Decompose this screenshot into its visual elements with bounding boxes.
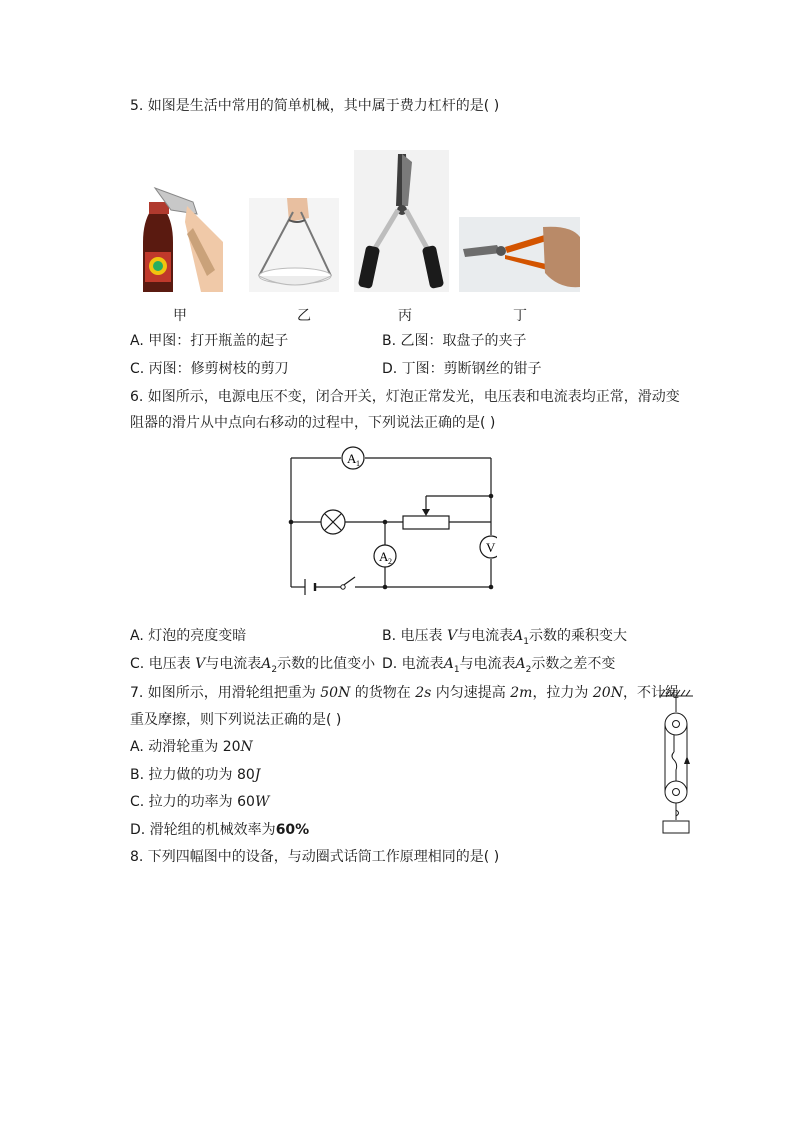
ammeter-a2-sub: 2	[388, 557, 392, 566]
q6-option-b: B. 电压表 V与电流表$A_1$示数的乘积变大	[382, 628, 627, 647]
voltmeter-label: V	[486, 540, 496, 555]
q5-option-c: C. 丙图：修剪树枝的剪刀	[130, 361, 289, 377]
q7-option-b: B. 拉力做的功为 80J	[130, 767, 261, 783]
plate-gripper-photo	[249, 198, 339, 292]
q7-option-c: C. 拉力的功率为 60W	[130, 794, 270, 810]
q7-stem-line2: 重及摩擦，则下列说法正确的是( )	[130, 712, 342, 728]
pliers-photo	[459, 217, 580, 292]
q6-option-a: A. 灯泡的亮度变暗	[130, 628, 247, 644]
q6-option-c: C. 电压表 V与电流表$A_2$示数的比值变小	[130, 656, 376, 675]
pulley-system-diagram	[655, 684, 695, 836]
q7-option-d: D. 滑轮组的机械效率为60%	[130, 822, 310, 838]
caption-bing: 丙	[398, 308, 412, 324]
ammeter-a2-label: A	[379, 549, 389, 564]
q6-stem-line2: 阻器的滑片从中点向右移动的过程中，下列说法正确的是( )	[130, 415, 496, 431]
q5-option-d: D. 丁图：剪断钢丝的钳子	[382, 361, 542, 377]
q7-option-a: A. 动滑轮重为 20N	[130, 739, 253, 755]
caption-yi: 乙	[297, 308, 311, 324]
q6-stem-line1: 6. 如图所示，电源电压不变，闭合开关，灯泡正常发光，电压表和电流表均正常，滑动变	[130, 389, 680, 405]
bottle-opener-photo	[135, 182, 225, 292]
caption-ding: 丁	[513, 308, 527, 324]
ammeter-a1-label: A	[347, 451, 357, 466]
circuit-diagram	[285, 443, 497, 603]
q7-stem-line1: 7. 如图所示，用滑轮组把重为 50N 的货物在 2s 内匀速提高 2m，拉力为 20N，不计绳	[130, 685, 679, 701]
q8-stem: 8. 下列四幅图中的设备，与动圈式话筒工作原理相同的是( )	[130, 849, 500, 865]
q6-option-d: D. 电流表$A_1$与电流表$A_2$示数之差不变	[382, 656, 616, 675]
q5-option-a: A. 甲图：打开瓶盖的起子	[130, 333, 289, 349]
q5-option-b: B. 乙图：取盘子的夹子	[382, 333, 527, 349]
q5-stem: 5. 如图是生活中常用的简单机械，其中属于费力杠杆的是( )	[130, 98, 500, 114]
caption-jia: 甲	[173, 308, 187, 324]
pruning-shears-photo	[354, 150, 449, 292]
ammeter-a1-sub: 1	[356, 459, 360, 468]
